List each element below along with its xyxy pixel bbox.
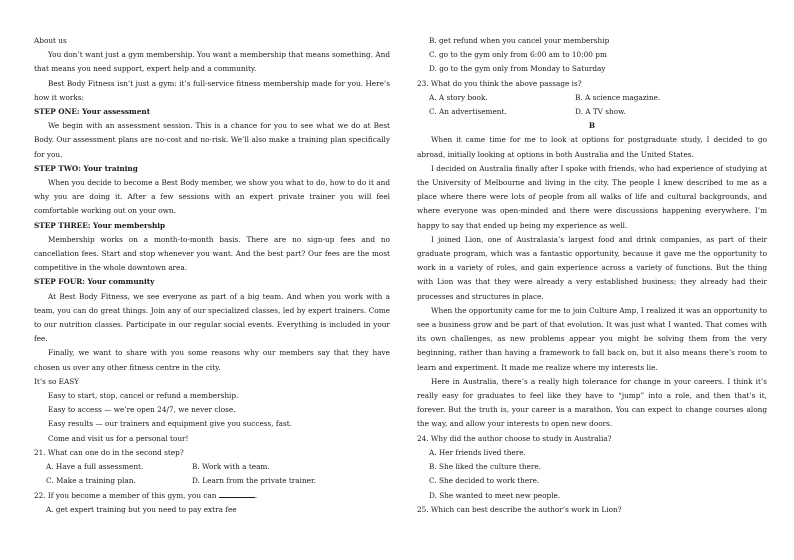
q23-option-c: C. An advertisement. [429, 107, 507, 117]
q23-options-row-2 [417, 105, 767, 119]
passage-b-paragraph-3: I joined Lion, one of Australasia’s largest food and drink companies, as part of their graduate program, which was a fantastic opportunity, because it gave me the opportunity to work in a variety of roles, and gain experience across a variety of functions. But the thing with Lion was that they were already a very established business; they already had their processes and structures in place. [417, 234, 767, 301]
q22-suffix: . [254, 490, 258, 500]
question-24: 24. Why did the author choose to study in Australia? [417, 433, 612, 443]
passage-b-paragraph-2: I decided on Australia finally after I spoke with friends, who had experience of studying at the University of Melbourne and living in the city. The people I knew described to me as a place where there were lots of people from all walks of life and cultural backgrounds, and where everyone was open-minded and there were discussions happening everywhere. I’m happy to say that ended up being my experience as well. [417, 163, 767, 230]
easy-item-2: Easy to access — we’re open 24/7, we never close. [48, 405, 236, 415]
left-column [34, 34, 390, 517]
easy-item-3: Easy results — our trainers and equipment give you success, fast. [48, 419, 292, 429]
step-three-title: STEP THREE: Your membership [34, 220, 166, 230]
q22-prefix: 22. If you become a member of this gym, you can [34, 490, 217, 500]
section-b-heading: B [588, 121, 596, 131]
passage-b-paragraph-5: Here in Australia, there’s a really high tolerance for change in your careers. I think it’s really easy for graduates to feel like they have to “jump” into a role, and then that’s it, forever. But the truth is, your career is a marathon. You can expect to change courses along the way, and allow your interests to open new doors. [417, 376, 767, 429]
step-two-title: STEP TWO: Your training [34, 163, 138, 173]
q22-option-b: B. get refund when you cancel your membership [429, 36, 610, 45]
intro-paragraph-1: You don’t want just a gym membership. You want a membership that means something. And that means you need support, expert help and a community. [34, 50, 390, 74]
q23-option-b: B. A science magazine. [575, 92, 661, 102]
question-22 [34, 489, 390, 503]
right-column [417, 34, 767, 517]
q21-options-row-1 [34, 460, 390, 474]
finally-paragraph: Finally, we want to share with you some reasons why our members say that they have chosen us over any other fitness centre in the city. [34, 348, 390, 372]
q24-option-d: D. She wanted to meet new people. [429, 490, 561, 500]
q24-option-a: A. Her friends lived there. [429, 447, 526, 457]
q21-options-row-2 [34, 474, 390, 488]
q21-option-b: B. Work with a team. [192, 462, 270, 472]
step-one-title: STEP ONE: Your assessment [34, 107, 151, 117]
q21-option-c: C. Make a training plan. [46, 476, 136, 486]
q22-option-d: D. go to the gym only from Monday to Saturday [429, 64, 606, 74]
about-heading: About us [34, 36, 67, 45]
q23-option-a: A. A story book. [429, 92, 488, 102]
step-one-text: We begin with an assessment session. This is a chance for you to see what we do at Best Body. Our assessment plans are no-cost and no-risk. We’ll also make a training plan specifically for you. [34, 121, 390, 159]
q23-options-row-1 [417, 91, 767, 105]
intro-paragraph-2: Best Body Fitness isn’t just a gym: it’s full-service fitness membership made for you. Here’s how it works: [34, 78, 390, 102]
q22-option-c: C. go to the gym only from 6:00 am to 10:00 pm [429, 50, 607, 60]
answer-blank [219, 489, 258, 500]
step-two-text: When you decide to become a Best Body member, we show you what to do, how to do it and why you are doing it. After a few sessions with an expert private trainer you will feel comfortable working out on your own. [34, 178, 390, 216]
q21-option-a: A. Have a full assessment. [46, 462, 144, 472]
question-21: 21. What can one do in the second step? [34, 447, 184, 457]
question-25: 25. Which can best describe the author’s work in Lion? [417, 504, 622, 514]
easy-item-1: Easy to start, stop, cancel or refund a membership. [48, 391, 239, 401]
easy-title: It’s so EASY [34, 376, 80, 386]
passage-b-paragraph-1: When it came time for me to look at options for postgraduate study, I decided to go abroad, initially looking at options in both Australia and the United States. [417, 135, 767, 159]
step-four-text: At Best Body Fitness, we see everyone as part of a big team. And when you work with a team, you can do great things. Join any of our specialized classes, led by expert trainers. Come to our nutrition classes. Participate in our regular social events. Everything is included in your fee. [34, 291, 390, 344]
passage-b-paragraph-4: When the opportunity came for me to join Culture Amp, I realized it was an opportunity to see a business grow and be part of that evolution. It was just what I wanted. That comes with its own challenges, as new problems appear you might be solving them from the very beginning, rather than having a framework to fall back on, but it also means there’s room to learn and experiment. It made me realize where my interests lie. [417, 305, 767, 372]
q24-option-b: B. She liked the culture there. [429, 462, 541, 472]
step-four-title: STEP FOUR: Your community [34, 277, 155, 287]
q22-option-a: A. get expert training but you need to pay extra fee [46, 504, 237, 514]
step-three-text: Membership works on a month-to-month basis. There are no sign-up fees and no cancellation fees. Start and stop whenever you want. And the best part? Our fees are the most competitive in the whole downtown area. [34, 234, 390, 273]
q24-option-c: C. She decided to work there. [429, 476, 540, 486]
q21-option-d: D. Learn from the private trainer. [192, 476, 317, 486]
question-23: 23. What do you think the above passage is? [417, 78, 582, 88]
visit-line: Come and visit us for a personal tour! [48, 433, 189, 443]
q23-option-d: D. A TV show. [575, 107, 626, 117]
